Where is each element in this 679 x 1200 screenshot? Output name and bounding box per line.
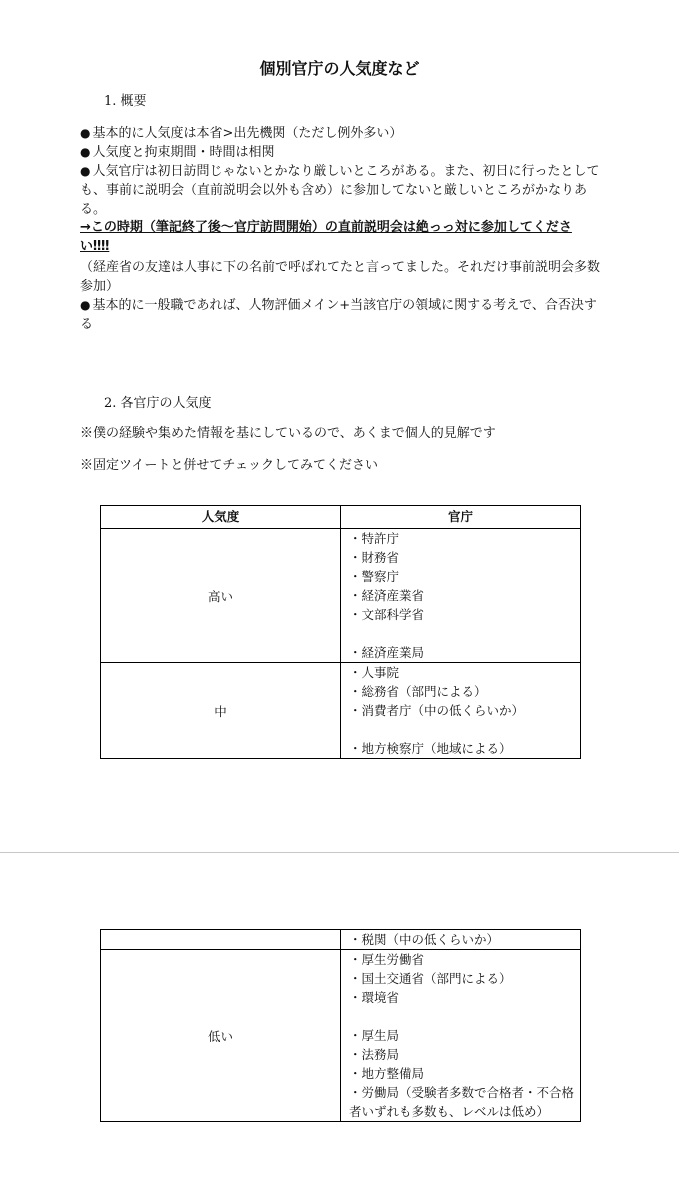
- overview-bullet-text: 人気度と拘束期間・時間は相関: [92, 145, 275, 160]
- overview-bullet: [80, 143, 600, 162]
- emphasis-notice: →この時期（筆記終了後〜官庁訪問開始）の直前説明会は絶っっ対に参加してください‼︎‼︎: [80, 220, 572, 254]
- agency-cell: [341, 930, 581, 950]
- overview-bullet: [80, 296, 600, 334]
- table-row-high: [101, 529, 581, 663]
- agency-item: ・税関（中の低くらいか）: [349, 932, 500, 947]
- bullet-icon: ●: [80, 126, 91, 140]
- level-cell-empty: [101, 930, 341, 950]
- header-agency: 官庁: [341, 506, 581, 529]
- overview-bullet-text: 人気官庁は初日訪問じゃないとかなり厳しいところがある。また、初日に行ったとしても、事前に説明会（直前説明会以外も含め）に参加してないと厳しいところがかなりある。: [80, 164, 600, 217]
- agency-item: ・地方整備局: [349, 1066, 425, 1081]
- overview-bullet: [80, 162, 600, 219]
- popularity-table: [100, 505, 581, 759]
- agency-item: ・人事院: [349, 665, 400, 680]
- agency-item: ・消費者庁（中の低くらいか）: [349, 703, 525, 718]
- document-title: 個別官庁の人気度など: [259, 59, 420, 78]
- overview-bullet-text: 基本的に人気度は本省>出先機関（ただし例外多い）: [92, 126, 403, 141]
- agency-item: ・総務省（部門による）: [349, 684, 487, 699]
- agency-item: ・警察庁: [349, 569, 400, 584]
- agency-cell: [341, 950, 581, 1122]
- table-row-cont: [101, 930, 581, 950]
- agency-item: ・労働局（受験者多数で合格者・不合格者いずれも多数も、レベルは低め）: [349, 1085, 575, 1119]
- agency-item: ・地方検察庁（地域による）: [349, 741, 512, 756]
- bullet-icon: ●: [80, 298, 91, 312]
- level-cell: 中: [101, 663, 341, 759]
- agency-item: ・国土交通省（部門による）: [349, 971, 512, 986]
- agency-item: ・財務省: [349, 550, 400, 565]
- agency-item: ・経済産業省: [349, 588, 425, 603]
- overview-bullet-text: 基本的に一般職であれば、人物評価メイン+当該官庁の領域に関する考えで、合否決する: [80, 298, 597, 332]
- section-heading-overview: 1. 概要: [104, 94, 147, 109]
- bullet-icon: ●: [80, 145, 91, 159]
- agency-item: ・経済産業局: [349, 645, 425, 660]
- agency-item: ・特許庁: [349, 531, 400, 546]
- agency-cell: [341, 529, 581, 663]
- table-row-mid: [101, 663, 581, 759]
- note-text: （経産省の友達は人事に下の名前で呼ばれてたと言ってました。それだけ事前説明会多数参加）: [80, 260, 601, 294]
- table-row-low: [101, 950, 581, 1122]
- agency-item: ・環境省: [349, 990, 400, 1005]
- popularity-table-continued: [100, 929, 581, 1122]
- agency-item: ・法務局: [349, 1047, 400, 1062]
- agency-cell: [341, 663, 581, 759]
- header-popularity: 人気度: [101, 506, 341, 529]
- overview-bullet: [80, 124, 600, 143]
- level-cell: 高い: [101, 529, 341, 663]
- section-heading-popularity: 2. 各官庁の人気度: [104, 396, 212, 411]
- disclaimer-note: ※固定ツイートと併せてチェックしてみてください: [80, 458, 378, 473]
- page-divider: [0, 852, 679, 853]
- agency-item: ・厚生局: [349, 1028, 400, 1043]
- level-cell: 低い: [101, 950, 341, 1122]
- table-header-row: [101, 506, 581, 529]
- agency-item: ・文部科学省: [349, 607, 425, 622]
- disclaimer-note: ※僕の経験や集めた情報を基にしているので、あくまで個人的見解です: [80, 426, 496, 441]
- bullet-icon: ●: [80, 164, 91, 178]
- agency-item: ・厚生労働省: [349, 952, 425, 967]
